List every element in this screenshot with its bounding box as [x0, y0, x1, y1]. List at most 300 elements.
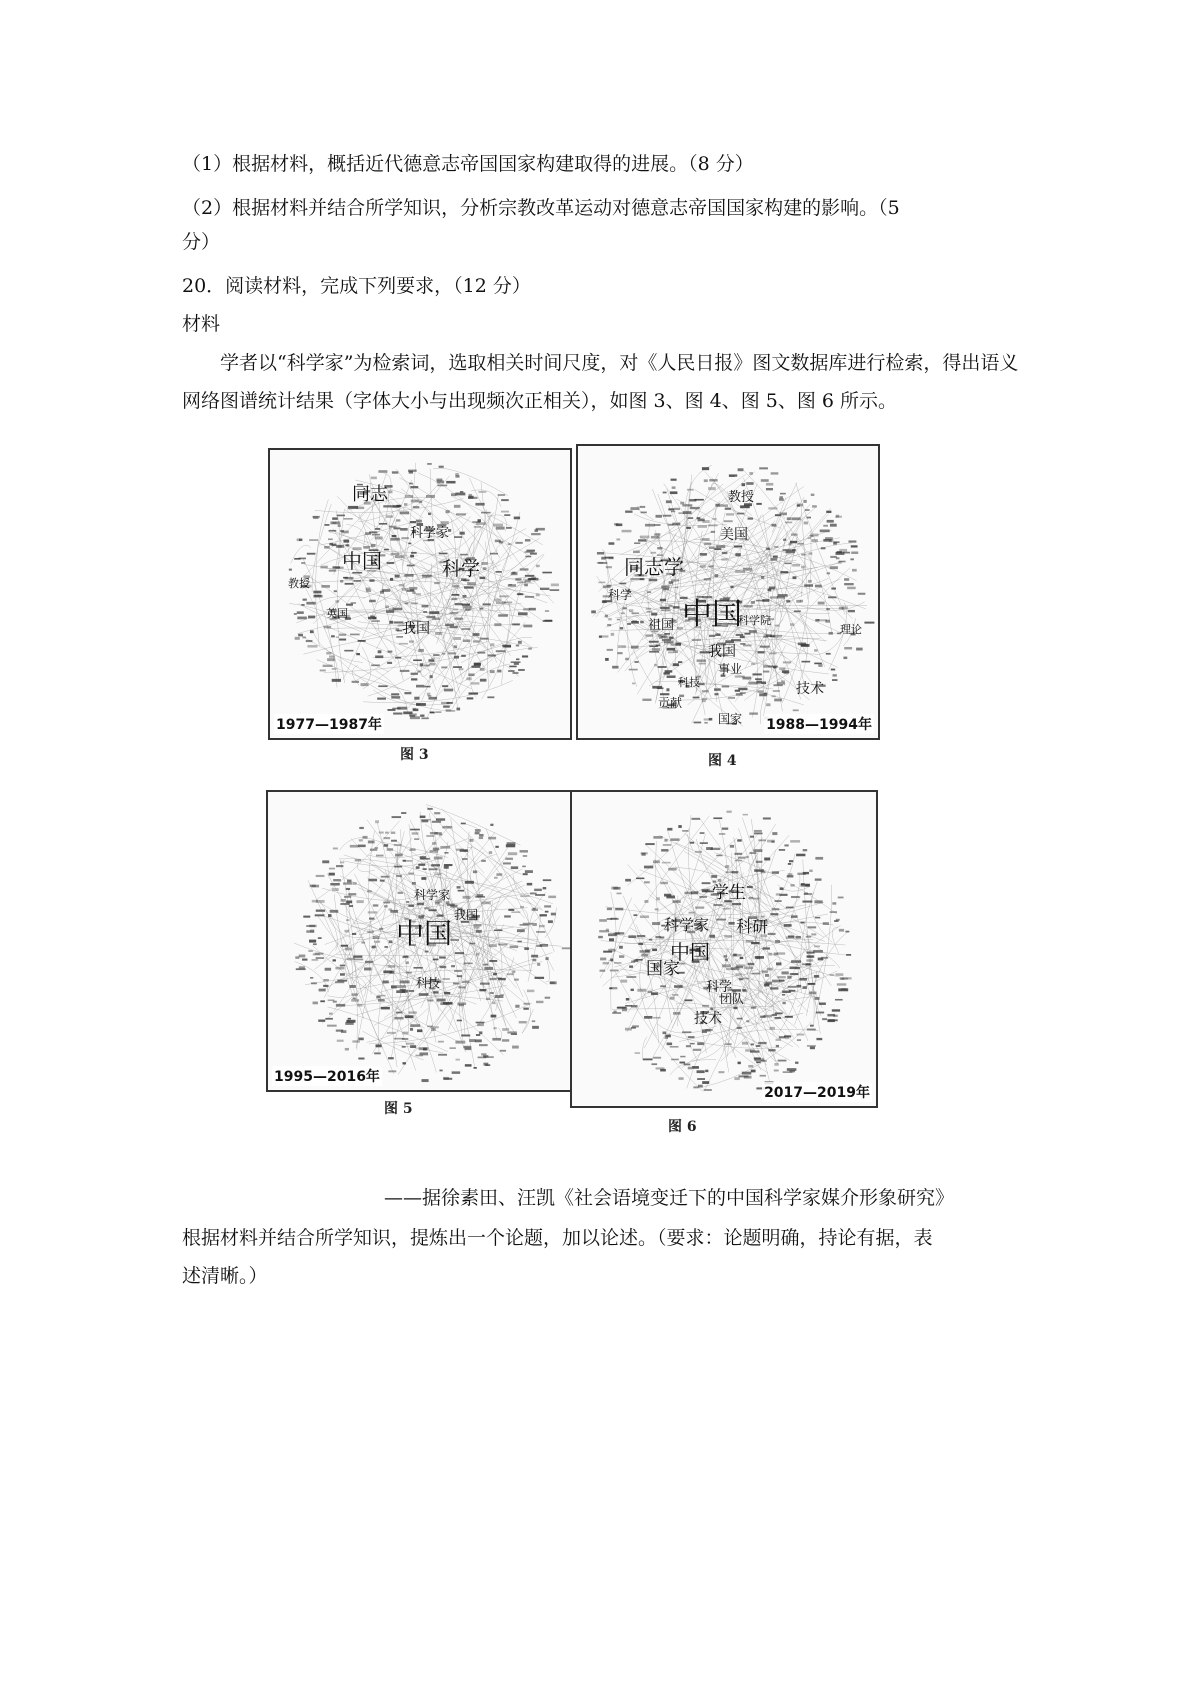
network-node-label: [781, 971, 788, 974]
fig4-keyword: 技术: [796, 681, 824, 697]
network-node-label: [523, 1003, 529, 1005]
network-node-label: [498, 614, 508, 616]
network-node-label: [622, 1008, 627, 1011]
network-node-label: [751, 1070, 756, 1073]
network-node-label: [742, 1072, 751, 1075]
network-node-label: [760, 1075, 766, 1077]
network-node-label: [670, 838, 679, 841]
network-node-label: [640, 621, 644, 624]
network-node-label: [661, 609, 670, 611]
network-node-label: [430, 832, 438, 834]
network-node-label: [714, 574, 718, 577]
network-node-label: [663, 672, 669, 674]
network-node-label: [479, 834, 483, 837]
network-node-label: [313, 516, 318, 519]
network-node-label: [494, 599, 501, 602]
network-node-label: [483, 964, 488, 966]
network-node-label: [766, 483, 773, 486]
network-node-label: [544, 905, 551, 907]
network-node-label: [481, 512, 491, 514]
network-node-label: [494, 930, 502, 932]
network-node-label: [694, 722, 702, 724]
network-node-label: [504, 514, 510, 516]
network-node-label: [467, 697, 474, 699]
network-node-label: [496, 602, 506, 605]
network-node-label: [343, 518, 352, 520]
network-node-label: [438, 1041, 444, 1043]
network-node-label: [309, 940, 316, 943]
network-node-label: [720, 504, 728, 506]
network-node-label: [736, 693, 743, 696]
network-node-label: [543, 879, 551, 881]
network-node-label: [429, 611, 439, 614]
network-edge: [799, 602, 865, 611]
network-edge: [478, 871, 525, 918]
network-node-label: [632, 683, 635, 685]
network-node-label: [490, 992, 494, 994]
network-node-label: [737, 1027, 742, 1029]
network-node-label: [743, 814, 748, 816]
network-node-label: [734, 853, 742, 855]
network-node-label: [691, 818, 700, 820]
network-node-label: [340, 965, 345, 967]
network-node-label: [352, 681, 359, 683]
network-node-label: [668, 605, 672, 607]
network-node-label: [343, 540, 349, 543]
network-node-label: [668, 868, 676, 871]
network-node-label: [532, 908, 539, 911]
network-node-label: [615, 908, 623, 911]
network-node-label: [416, 593, 421, 595]
network-node-label: [801, 554, 806, 556]
network-node-label: [410, 849, 416, 851]
network-node-label: [599, 635, 608, 637]
network-node-label: [774, 1069, 779, 1071]
network-node-label: [625, 1028, 632, 1031]
network-node-label: [523, 873, 528, 875]
network-node-label: [776, 893, 780, 895]
network-node-label: [488, 654, 496, 656]
network-node-label: [610, 970, 619, 972]
network-node-label: [864, 622, 874, 624]
network-node-label: [811, 494, 815, 496]
network-node-label: [607, 908, 612, 910]
network-node-label: [430, 675, 433, 678]
network-node-label: [608, 542, 614, 544]
network-node-label: [421, 819, 431, 821]
network-node-label: [338, 524, 341, 527]
network-node-label: [318, 1019, 325, 1021]
network-node-label: [692, 639, 701, 641]
network-node-label: [436, 818, 445, 820]
network-node-label: [392, 535, 397, 537]
network-node-label: [431, 1026, 439, 1028]
network-node-label: [616, 538, 620, 540]
network-node-label: [832, 1009, 840, 1011]
network-node-label: [653, 860, 660, 863]
network-node-label: [699, 663, 706, 665]
network-node-label: [800, 922, 804, 924]
network-node-label: [382, 980, 388, 983]
network-node-label: [498, 944, 507, 946]
network-node-label: [429, 663, 435, 666]
network-node-label: [480, 608, 484, 610]
network-node-label: [737, 840, 741, 842]
network-node-label: [316, 910, 325, 912]
network-node-label: [783, 1071, 793, 1073]
network-edge: [642, 1037, 647, 1060]
network-node-label: [835, 973, 843, 976]
network-node-label: [634, 661, 638, 663]
figure-3-period: 1977—1987年: [274, 714, 384, 734]
network-node-label: [818, 664, 822, 667]
fig4-keyword: 理论: [840, 623, 862, 636]
network-node-label: [501, 511, 509, 513]
network-node-label: [663, 844, 671, 846]
network-node-label: [335, 600, 339, 602]
network-node-label: [607, 649, 613, 651]
network-node-label: [823, 922, 829, 925]
network-node-label: [672, 994, 678, 996]
network-node-label: [608, 949, 615, 952]
network-node-label: [329, 655, 335, 657]
network-node-label: [313, 595, 322, 598]
network-node-label: [384, 946, 388, 948]
network-node-label: [843, 657, 847, 659]
network-node-label: [801, 644, 809, 647]
network-node-label: [416, 685, 424, 688]
network-node-label: [458, 890, 464, 892]
network-node-label: [705, 1029, 713, 1031]
network-node-label: [489, 851, 492, 854]
network-node-label: [351, 999, 359, 1002]
network-node-label: [413, 506, 420, 508]
network-node-label: [675, 587, 679, 589]
network-node-label: [346, 919, 350, 921]
network-node-label: [511, 661, 521, 663]
network-node-label: [709, 635, 715, 637]
network-node-label: [725, 1043, 732, 1045]
network-node-label: [515, 1005, 519, 1008]
network-node-label: [409, 713, 417, 715]
network-node-label: [312, 959, 319, 961]
network-node-label: [444, 852, 448, 854]
network-node-label: [394, 844, 402, 846]
network-node-label: [475, 1039, 482, 1042]
network-node-label: [735, 553, 740, 556]
network-node-label: [830, 556, 837, 558]
network-node-label: [724, 520, 733, 522]
network-node-label: [797, 1039, 801, 1041]
network-node-label: [534, 529, 538, 532]
network-node-label: [373, 904, 379, 906]
network-node-label: [514, 624, 520, 626]
network-node-label: [702, 882, 711, 884]
network-node-label: [469, 1039, 475, 1042]
network-node-label: [722, 552, 728, 554]
network-node-label: [395, 575, 400, 578]
network-node-label: [515, 542, 522, 544]
network-node-label: [307, 553, 316, 555]
network-node-label: [385, 605, 389, 608]
network-node-label: [395, 854, 403, 857]
network-node-label: [808, 983, 815, 985]
network-node-label: [789, 860, 793, 862]
network-node-label: [401, 812, 406, 814]
network-node-label: [435, 873, 442, 875]
network-node-label: [772, 871, 779, 873]
network-node-label: [653, 836, 662, 839]
network-node-label: [352, 1040, 359, 1042]
network-node-label: [820, 530, 830, 533]
network-node-label: [514, 517, 520, 520]
fig3-keyword: 我国: [402, 621, 430, 637]
fig6-keyword: 学生: [712, 883, 746, 903]
network-node-label: [772, 524, 777, 527]
network-node-label: [730, 845, 734, 848]
network-node-label: [844, 578, 849, 581]
network-node-label: [388, 490, 392, 493]
network-node-label: [469, 494, 472, 497]
network-node-label: [329, 873, 335, 876]
network-node-label: [301, 604, 304, 606]
network-node-label: [630, 507, 639, 510]
network-node-label: [789, 990, 795, 992]
network-node-label: [406, 901, 409, 903]
network-node-label: [699, 896, 707, 898]
network-node-label: [480, 668, 485, 671]
network-node-label: [312, 900, 318, 903]
network-node-label: [461, 823, 466, 825]
network-node-label: [774, 699, 782, 702]
network-node-label: [524, 947, 529, 950]
fig4-keyword: 事业: [718, 662, 743, 676]
network-node-label: [420, 856, 426, 859]
figure-5-panel: [266, 790, 578, 1092]
network-node-label: [419, 993, 429, 995]
network-node-label: [838, 988, 848, 991]
network-node-label: [551, 913, 556, 916]
network-node-label: [476, 930, 482, 933]
network-edge: [353, 909, 385, 924]
network-node-label: [379, 831, 384, 833]
network-node-label: [645, 843, 654, 845]
network-node-label: [517, 929, 525, 932]
network-node-label: [773, 690, 780, 692]
network-node-label: [785, 522, 792, 524]
network-node-label: [461, 1034, 470, 1036]
network-node-label: [733, 954, 736, 957]
network-node-label: [527, 883, 532, 886]
network-node-label: [700, 565, 706, 567]
network-node-label: [454, 656, 459, 659]
network-node-label: [473, 640, 481, 642]
network-node-label: [455, 1059, 459, 1061]
network-node-label: [357, 900, 364, 903]
network-node-label: [488, 837, 496, 840]
network-node-label: [502, 1028, 509, 1031]
network-node-label: [428, 697, 437, 700]
network-node-label: [429, 850, 438, 853]
network-node-label: [702, 890, 707, 892]
network-node-label: [408, 873, 414, 875]
network-node-label: [372, 534, 380, 536]
network-node-label: [456, 513, 466, 515]
network-node-label: [793, 710, 799, 712]
network-node-label: [389, 526, 396, 528]
network-edge: [295, 962, 329, 993]
network-node-label: [437, 999, 446, 1002]
network-node-label: [617, 652, 622, 654]
network-node-label: [785, 1016, 793, 1018]
fig6-keyword: 技术: [694, 1011, 722, 1027]
network-node-label: [644, 1016, 652, 1019]
network-node-label: [401, 537, 409, 539]
network-node-label: [781, 680, 785, 682]
network-node-label: [402, 1062, 405, 1064]
network-node-label: [404, 692, 411, 694]
network-node-label: [612, 1012, 621, 1014]
network-node-label: [306, 602, 315, 605]
network-node-label: [395, 657, 401, 659]
network-node-label: [534, 889, 542, 891]
network-node-label: [296, 968, 306, 970]
network-node-label: [801, 566, 805, 569]
network-node-label: [723, 908, 730, 910]
network-node-label: [749, 630, 757, 633]
network-node-label: [423, 611, 427, 613]
network-node-label: [365, 961, 373, 963]
network-node-label: [464, 850, 467, 852]
network-node-label: [664, 894, 671, 897]
network-node-label: [617, 893, 622, 895]
network-node-label: [666, 500, 672, 503]
network-node-label: [411, 602, 418, 604]
network-node-label: [687, 489, 694, 491]
network-node-label: [788, 986, 797, 988]
network-node-label: [340, 530, 344, 532]
network-node-label: [778, 594, 788, 597]
network-node-label: [378, 650, 382, 653]
network-node-label: [506, 527, 512, 529]
network-node-label: [332, 679, 341, 682]
network-node-label: [800, 600, 803, 603]
network-node-label: [327, 1025, 337, 1027]
network-node-label: [635, 1052, 641, 1054]
network-node-label: [718, 1071, 724, 1073]
network-node-label: [785, 1036, 789, 1039]
network-node-label: [495, 846, 498, 848]
network-node-label: [766, 548, 770, 550]
network-node-label: [543, 887, 547, 889]
network-node-label: [640, 536, 649, 539]
network-node-label: [375, 536, 383, 539]
fig3-keyword: 同志: [352, 484, 388, 505]
fig6-keyword: 国家: [646, 959, 680, 979]
network-node-label: [649, 641, 659, 643]
network-node-label: [667, 648, 675, 651]
network-node-label: [465, 609, 470, 611]
fig3-keyword: 教授: [288, 577, 310, 590]
network-node-label: [422, 868, 426, 870]
network-node-label: [801, 661, 810, 663]
network-node-label: [508, 909, 514, 911]
network-node-label: [759, 467, 768, 469]
network-node-label: [649, 645, 658, 647]
fig3-keyword: 中国: [342, 549, 382, 573]
network-node-label: [749, 897, 754, 899]
network-node-label: [719, 833, 725, 835]
network-edge: [486, 828, 554, 971]
network-node-label: [451, 598, 457, 600]
figure-6-caption: 图 6: [668, 1119, 697, 1135]
fig4-keyword: 科技: [678, 676, 700, 689]
network-node-label: [457, 1002, 466, 1004]
network-node-label: [368, 879, 377, 882]
network-node-label: [353, 580, 361, 582]
network-node-label: [619, 946, 623, 949]
network-node-label: [532, 1026, 539, 1029]
network-node-label: [310, 630, 314, 633]
network-node-label: [804, 522, 808, 525]
network-node-label: [328, 538, 333, 540]
network-node-label: [422, 575, 432, 577]
network-node-label: [388, 1070, 396, 1072]
network-node-label: [396, 990, 405, 993]
network-node-label: [777, 976, 785, 978]
network-node-label: [647, 611, 653, 613]
network-node-label: [406, 961, 409, 964]
network-node-label: [756, 503, 761, 505]
network-node-label: [358, 640, 366, 642]
network-node-label: [746, 1020, 749, 1022]
network-node-label: [651, 536, 660, 539]
network-node-label: [839, 607, 844, 610]
network-node-label: [418, 649, 424, 652]
figure-3-caption: 图 3: [400, 747, 429, 763]
network-node-label: [536, 1001, 543, 1003]
network-node-label: [847, 587, 856, 590]
network-node-label: [375, 528, 380, 530]
network-node-label: [400, 670, 410, 672]
network-node-label: [485, 1064, 490, 1066]
network-node-label: [829, 632, 833, 635]
network-node-label: [367, 931, 374, 933]
fig6-keyword: 科学家: [664, 916, 710, 934]
network-node-label: [777, 952, 786, 954]
network-node-label: [343, 577, 348, 579]
network-node-label: [498, 494, 505, 496]
network-node-label: [410, 486, 418, 488]
network-node-label: [806, 936, 811, 938]
network-node-label: [702, 698, 707, 700]
network-node-label: [346, 1020, 349, 1022]
network-edge: [327, 1007, 447, 1052]
network-node-label: [711, 531, 715, 533]
network-node-label: [303, 916, 310, 918]
network-node-label: [656, 897, 659, 900]
network-node-label: [512, 971, 515, 973]
network-edge: [794, 533, 832, 634]
network-node-label: [368, 911, 378, 913]
network-node-label: [442, 685, 448, 687]
network-node-label: [301, 562, 305, 564]
network-node-label: [442, 826, 452, 828]
fig6-keyword: 中国: [670, 940, 710, 964]
network-node-label: [780, 887, 784, 890]
network-node-label: [394, 1017, 403, 1020]
network-node-label: [778, 1060, 787, 1062]
